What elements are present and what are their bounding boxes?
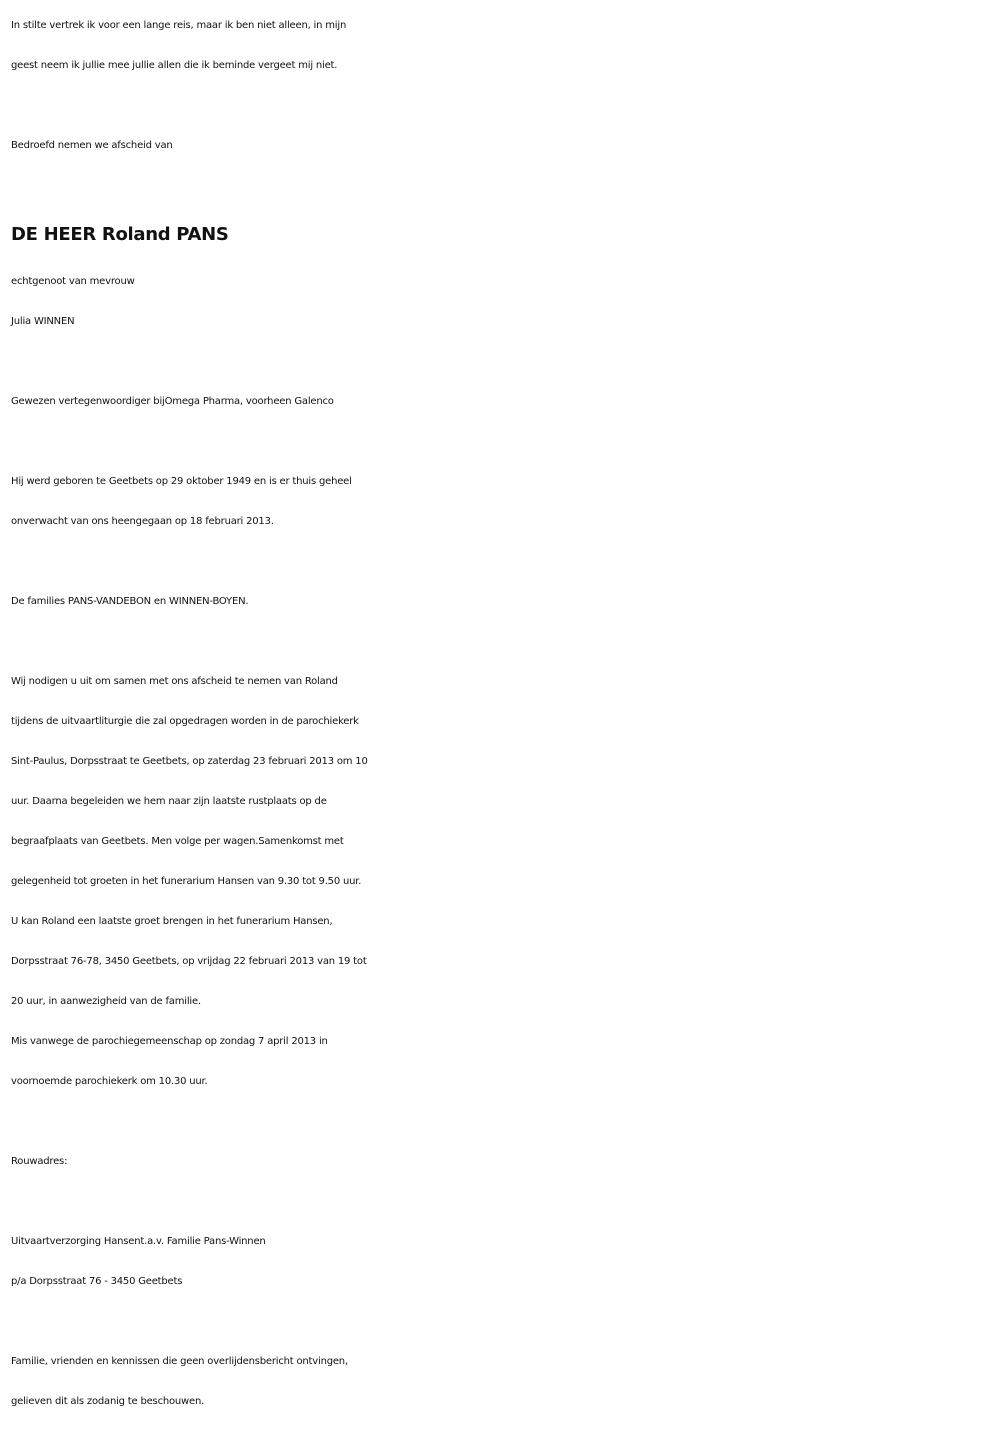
obituary-document — [11, 6, 996, 1422]
families-text: De families PANS-VANDEBON en WINNEN-BOYEN. — [11, 596, 249, 607]
spacer — [11, 1302, 996, 1342]
invitation-line-2: tijdens de uitvaartliturgie die zal opgedragen worden in de parochiekerk — [11, 716, 359, 727]
announcement-text: Bedroefd nemen we afscheid van — [11, 140, 173, 151]
intro-line-1: In stilte vertrek ik voor een lange reis, maar ik ben niet alleen, in mijn — [11, 20, 347, 31]
invitation-line-3: Sint-Paulus, Dorpsstraat te Geetbets, op zaterdag 23 februari 2013 om 10 — [11, 756, 368, 767]
deceased-name: DE HEER Roland PANS — [11, 224, 229, 245]
address-line-1: Uitvaartverzorging Hansent.a.v. Familie Pans-Winnen — [11, 1236, 266, 1247]
invitation-line-11: voornoemde parochiekerk om 10.30 uur. — [11, 1076, 208, 1087]
spacer — [11, 86, 996, 126]
spacer — [11, 166, 996, 206]
spacer — [11, 1182, 996, 1222]
invitation-line-4: uur. Daarna begeleiden we hem naar zijn laatste rustplaats op de — [11, 796, 327, 807]
invitation-line-8: Dorpsstraat 76-78, 3450 Geetbets, op vrijdag 22 februari 2013 van 19 tot — [11, 956, 367, 967]
relation-line-2: Julia WINNEN — [11, 316, 75, 327]
address-line-2: p/a Dorpsstraat 76 - 3450 Geetbets — [11, 1276, 183, 1287]
spacer — [11, 542, 996, 582]
address-label: Rouwadres: — [11, 1156, 68, 1167]
invitation-line-6: gelegenheid tot groeten in het funerarium Hansen van 9.30 tot 9.50 uur. — [11, 876, 362, 887]
invitation-line-7: U kan Roland een laatste groet brengen in het funerarium Hansen, — [11, 916, 333, 927]
closing-line-1: Familie, vrienden en kennissen die geen overlijdensbericht ontvingen, — [11, 1356, 348, 1367]
spacer — [11, 1102, 996, 1142]
invitation-line-10: Mis vanwege de parochiegemeenschap op zondag 7 april 2013 in — [11, 1036, 328, 1047]
birth-death-line-1: Hij werd geboren te Geetbets op 29 oktober 1949 en is er thuis geheel — [11, 476, 352, 487]
intro-line-2: geest neem ik jullie mee jullie allen die ik beminde vergeet mij niet. — [11, 60, 338, 71]
spacer — [11, 342, 996, 382]
invitation-line-9: 20 uur, in aanwezigheid van de familie. — [11, 996, 201, 1007]
invitation-line-5: begraafplaats van Geetbets. Men volge per wagen.Samenkomst met — [11, 836, 344, 847]
closing-line-2: gelieven dit als zodanig te beschouwen. — [11, 1396, 205, 1407]
birth-death-line-2: onverwacht van ons heengegaan op 18 februari 2013. — [11, 516, 274, 527]
occupation-text: Gewezen vertegenwoordiger bijOmega Pharma, voorheen Galenco — [11, 396, 334, 407]
invitation-line-1: Wij nodigen u uit om samen met ons afscheid te nemen van Roland — [11, 676, 338, 687]
spacer — [11, 622, 996, 662]
spacer — [11, 422, 996, 462]
relation-line-1: echtgenoot van mevrouw — [11, 276, 135, 287]
